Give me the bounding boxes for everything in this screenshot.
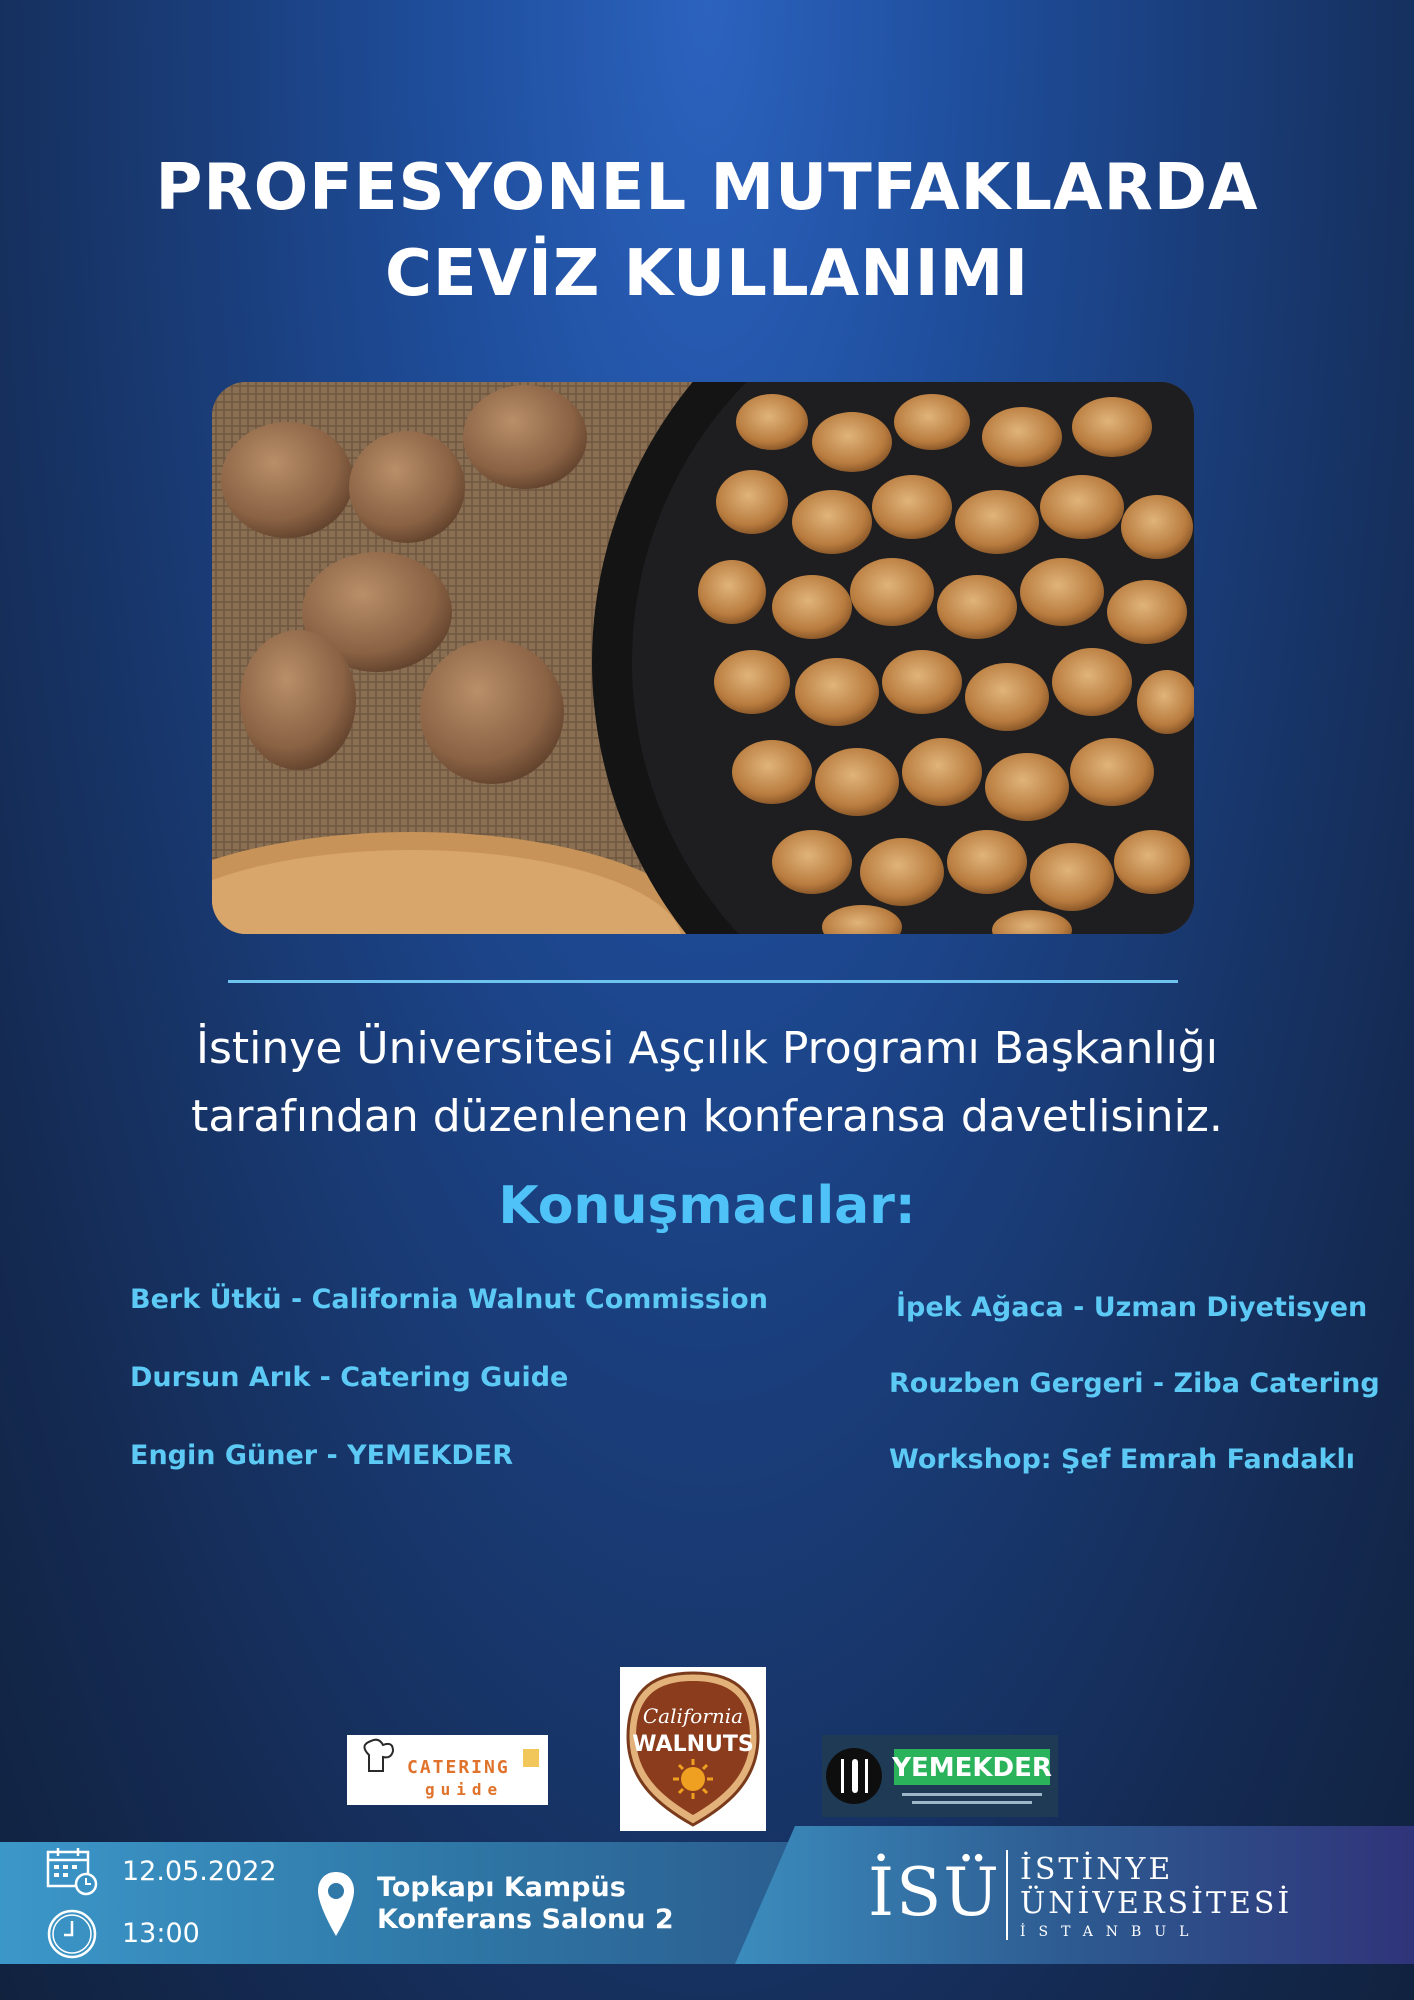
svg-text:CATERING: CATERING	[407, 1757, 510, 1778]
university-city: İSTANBUL	[1020, 1924, 1202, 1940]
speakers-heading: Konuşmacılar:	[498, 1176, 916, 1236]
title-line-1: PROFESYONEL MUTFAKLARDA	[155, 151, 1259, 225]
california-walnuts-logo	[620, 1667, 766, 1831]
speaker-item: Berk Ütkü - California Walnut Commission	[130, 1284, 768, 1315]
svg-text:WALNUTS: WALNUTS	[632, 1732, 754, 1757]
university-name-line-1: İSTİNYE	[1020, 1852, 1174, 1887]
svg-text:California: California	[642, 1704, 744, 1728]
event-date: 12.05.2022	[122, 1856, 277, 1887]
intro-line-2: tarafından düzenlenen konferansa davetlisiniz.	[191, 1091, 1223, 1142]
divider	[228, 980, 1178, 983]
location-line-1: Topkapı Kampüs	[377, 1872, 626, 1903]
university-logo-separator	[1006, 1850, 1008, 1940]
intro-line-1: İstinye Üniversitesi Aşçılık Programı Başkanlığı	[196, 1023, 1218, 1074]
speaker-item: Engin Güner - YEMEKDER	[130, 1440, 513, 1471]
speaker-item: Dursun Arık - Catering Guide	[130, 1362, 569, 1393]
speaker-item: Rouzben Gergeri - Ziba Catering	[889, 1368, 1380, 1399]
university-abbreviation: İSÜ	[868, 1854, 1001, 1931]
svg-text:guide: guide	[425, 1780, 504, 1799]
speaker-item: İpek Ağaca - Uzman Diyetisyen	[896, 1292, 1368, 1323]
catering-guide-logo	[347, 1735, 548, 1805]
walnut-photo	[212, 382, 1194, 934]
clock-icon	[46, 1908, 98, 1960]
yemekder-logo	[822, 1735, 1058, 1817]
calendar-icon	[46, 1846, 98, 1896]
title-line-2: CEVİZ KULLANIMI	[384, 237, 1030, 311]
poster-title	[0, 145, 1414, 317]
event-time: 13:00	[122, 1918, 200, 1949]
invitation-text	[0, 1015, 1414, 1151]
location-pin-icon	[316, 1870, 356, 1940]
speaker-item: Workshop: Şef Emrah Fandaklı	[889, 1444, 1355, 1475]
walnut-photo-image	[212, 382, 1194, 934]
location-line-2: Konferans Salonu 2	[377, 1904, 674, 1935]
svg-text:YEMEKDER: YEMEKDER	[892, 1753, 1052, 1783]
university-name-line-2: ÜNİVERSİTESİ	[1020, 1886, 1293, 1921]
